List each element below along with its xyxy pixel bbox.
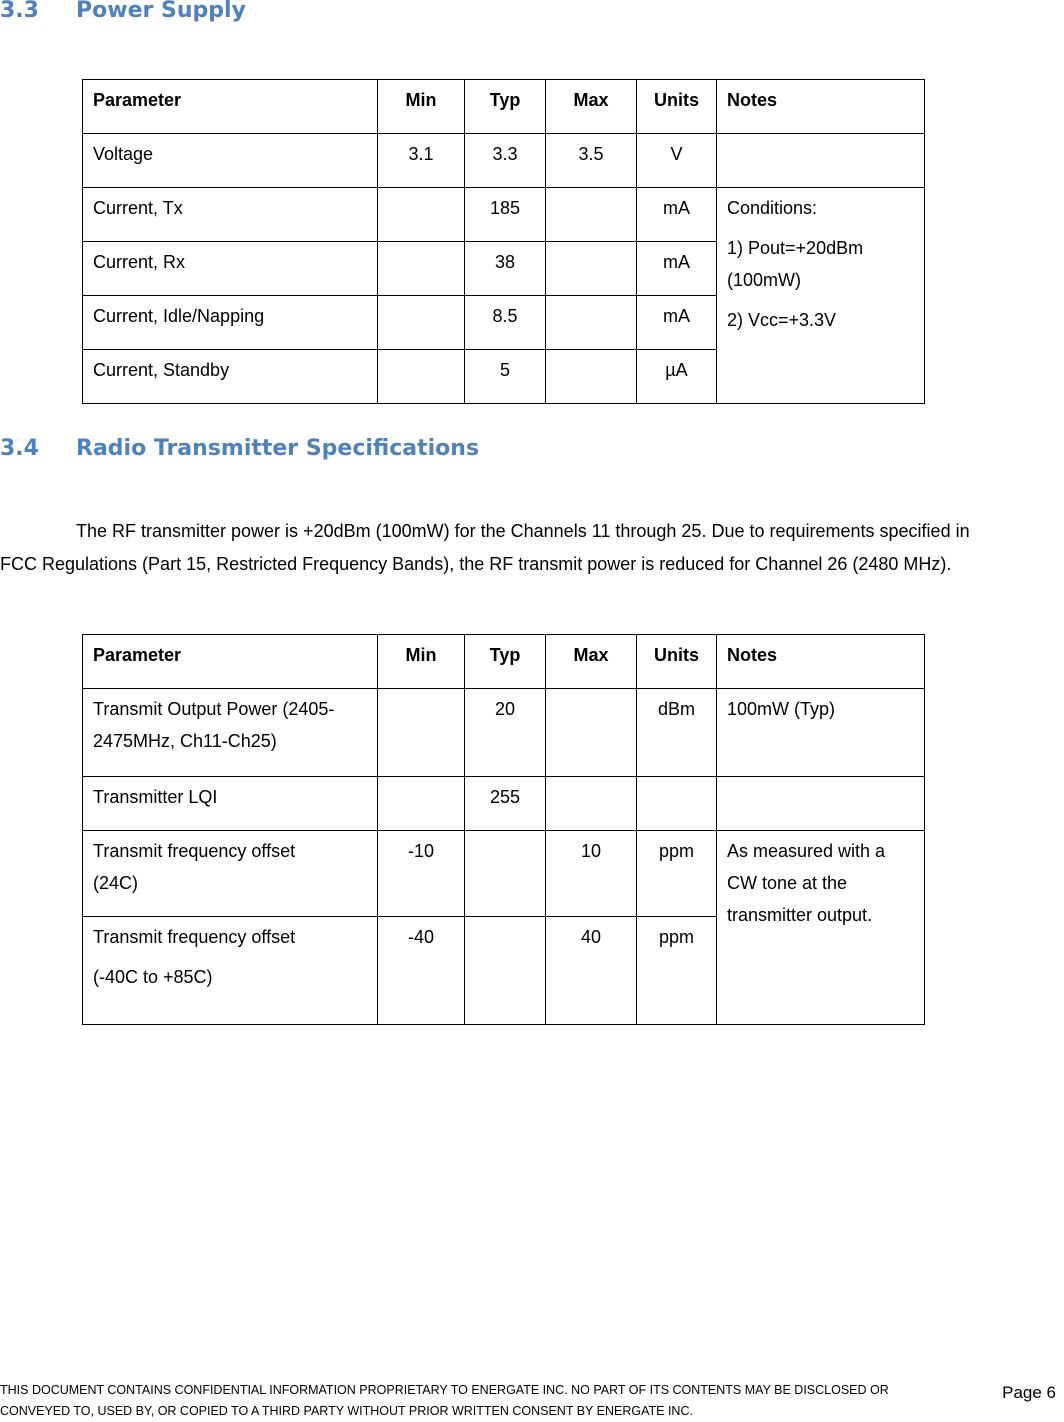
cell-parameter	[83, 831, 378, 917]
cell-parameter: Current, Rx	[83, 242, 378, 296]
notes-line: 2) Vcc=+3.3V	[727, 310, 837, 330]
body-paragraph-text: The RF transmitter power is +20dBm (100mW) for the Channels 11 through 25. Due to requirements specified in FCC Regulations (Part 15, Restricted Frequency Bands), the RF transmit power is reduced for Channel 26 (2480 MHz).	[0, 521, 970, 574]
cell-min	[378, 296, 465, 350]
cell-min	[378, 242, 465, 296]
cell-units: dBm	[637, 689, 717, 777]
header-max: Max	[546, 635, 637, 689]
body-paragraph	[0, 515, 1000, 581]
page-number: Page 6	[1002, 1383, 1056, 1402]
cell-max	[546, 689, 637, 777]
cell-typ: 255	[465, 777, 546, 831]
header-units: Units	[637, 635, 717, 689]
cell-units: µA	[637, 350, 717, 404]
header-typ: Typ	[465, 635, 546, 689]
parameter-line: Transmit frequency offset	[93, 927, 296, 947]
cell-min: -40	[378, 917, 465, 1025]
cell-typ: 8.5	[465, 296, 546, 350]
cell-min: -10	[378, 831, 465, 917]
cell-max	[546, 777, 637, 831]
cell-notes-conditions	[717, 188, 925, 404]
cell-typ: 185	[465, 188, 546, 242]
table-header-row	[83, 80, 925, 134]
cell-parameter	[83, 917, 378, 1025]
header-notes: Notes	[717, 635, 925, 689]
parameter-line: (24C)	[93, 873, 139, 893]
cell-parameter: Voltage	[83, 134, 378, 188]
header-units: Units	[637, 80, 717, 134]
section-title: Radio Transmitter Specifications	[76, 436, 480, 461]
cell-typ	[465, 917, 546, 1025]
table-row	[83, 134, 925, 188]
cell-max	[546, 350, 637, 404]
header-min: Min	[378, 635, 465, 689]
table-row	[83, 188, 925, 242]
cell-units	[637, 777, 717, 831]
cell-max: 10	[546, 831, 637, 917]
cell-notes-merged: As measured with a CW tone at the transmitter output.	[717, 831, 925, 1025]
power-supply-table	[82, 79, 925, 404]
cell-typ: 38	[465, 242, 546, 296]
cell-units: ppm	[637, 917, 717, 1025]
section-heading-radio-transmitter	[0, 436, 479, 461]
cell-min	[378, 188, 465, 242]
section-heading-power-supply	[0, 0, 246, 23]
parameter-line: (-40C to +85C)	[93, 967, 213, 987]
cell-typ: 3.3	[465, 134, 546, 188]
cell-notes	[717, 777, 925, 831]
cell-typ: 5	[465, 350, 546, 404]
cell-max	[546, 188, 637, 242]
header-parameter: Parameter	[83, 635, 378, 689]
cell-units: V	[637, 134, 717, 188]
cell-max	[546, 242, 637, 296]
cell-parameter: Current, Idle/Napping	[83, 296, 378, 350]
cell-typ	[465, 831, 546, 917]
radio-transmitter-table	[82, 634, 925, 1025]
confidentiality-footer: THIS DOCUMENT CONTAINS CONFIDENTIAL INFORMATION PROPRIETARY TO ENERGATE INC. NO PART OF ITS CONTENTS MAY BE DISCLOSED OR CONVEYED TO, USED BY, OR COPIED TO A THIRD PARTY WITHOUT PRIOR WRITTEN CONSENT BY ENERGATE INC.	[0, 1383, 889, 1418]
cell-parameter: Current, Standby	[83, 350, 378, 404]
header-notes: Notes	[717, 80, 925, 134]
parameter-line: Transmit frequency offset	[93, 841, 296, 861]
cell-max: 40	[546, 917, 637, 1025]
header-min: Min	[378, 80, 465, 134]
notes-line: 1) Pout=+20dBm (100mW)	[727, 238, 864, 290]
header-max: Max	[546, 80, 637, 134]
table-row	[83, 831, 925, 917]
cell-min	[378, 777, 465, 831]
cell-min	[378, 689, 465, 777]
cell-units: ppm	[637, 831, 717, 917]
table-row	[83, 777, 925, 831]
cell-parameter: Current, Tx	[83, 188, 378, 242]
section-number: 3.3	[0, 0, 39, 23]
cell-parameter: Transmitter LQI	[83, 777, 378, 831]
cell-notes	[717, 134, 925, 188]
table-header-row	[83, 635, 925, 689]
section-number: 3.4	[0, 436, 39, 461]
cell-units: mA	[637, 242, 717, 296]
cell-min	[378, 350, 465, 404]
notes-line: Conditions:	[727, 198, 818, 218]
section-title: Power Supply	[76, 0, 246, 23]
cell-min: 3.1	[378, 134, 465, 188]
header-typ: Typ	[465, 80, 546, 134]
cell-notes: 100mW (Typ)	[717, 689, 925, 777]
cell-units: mA	[637, 188, 717, 242]
header-parameter: Parameter	[83, 80, 378, 134]
cell-units: mA	[637, 296, 717, 350]
cell-max: 3.5	[546, 134, 637, 188]
cell-parameter: Transmit Output Power (2405-2475MHz, Ch11-Ch25)	[83, 689, 378, 777]
table-row	[83, 689, 925, 777]
cell-typ: 20	[465, 689, 546, 777]
cell-max	[546, 296, 637, 350]
